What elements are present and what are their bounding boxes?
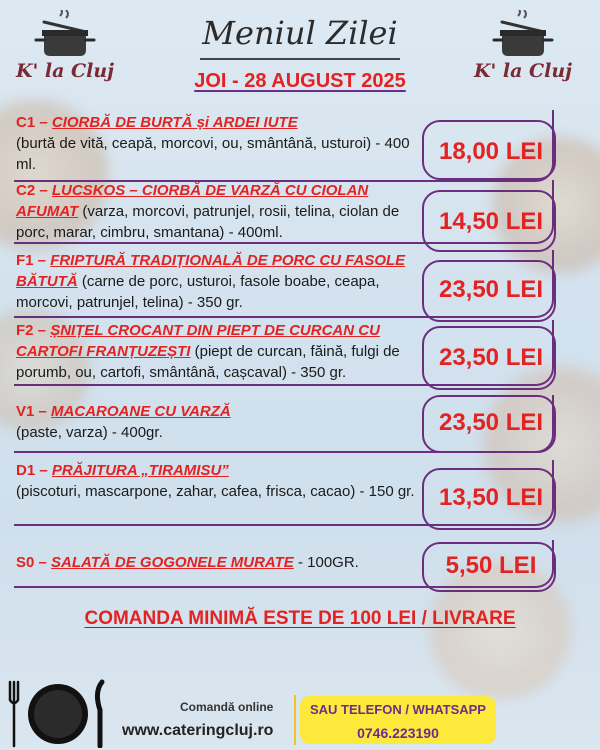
item-details: (carne de porc, usturoi, fasole boabe, ceapa, morcovi, patrunjel, telina) - 350 gr. [16, 273, 380, 311]
plate-cutlery-icon [6, 676, 110, 748]
item-code: C1 – [16, 114, 48, 131]
item-price: 13,50 LEI [438, 484, 544, 511]
item-price: 23,50 LEI [438, 409, 544, 436]
website-link[interactable]: www.cateringcluj.ro [122, 722, 274, 739]
item-description [16, 112, 418, 175]
item-description [16, 552, 418, 573]
item-details: - 100GR. [293, 554, 359, 571]
brand-name: K' la Cluj [15, 60, 115, 82]
item-code: V1 – [16, 403, 47, 420]
item-code: F1 – [16, 252, 47, 269]
item-name: LUCSKOS – CIORBĂ DE VARZĂ CU CIOLAN AFUMAT [16, 182, 369, 220]
item-name: FRIPTURĂ TRADIȚIONALĂ DE PORC CU FASOLE BĂTUTĂ [16, 252, 406, 290]
item-description [16, 180, 418, 243]
item-description [16, 460, 418, 502]
page-title: Meniul Zilei [202, 14, 398, 52]
item-code: C2 – [16, 182, 48, 199]
item-details: (piscoturi, mascarpone, zahar, cafea, frisca, cacao) - 150 gr. [16, 483, 415, 500]
item-details: (burtă de vită, ceapă, morcovi, ou, smântână, usturoi) - 400 ml. [16, 135, 410, 173]
item-name: MACAROANE CU VARZĂ [51, 403, 231, 420]
divider [294, 695, 296, 745]
item-name: CIORBĂ DE BURTĂ și ARDEI IUTE [51, 114, 298, 131]
item-name: PRĂJITURA „TIRAMISU” [51, 462, 229, 479]
title-underline [200, 58, 400, 60]
logo-left [10, 10, 120, 82]
item-name: SALATĂ DE GOGONELE MURATE [51, 554, 294, 571]
menu-date: JOI - 28 AUGUST 2025 [194, 70, 406, 92]
item-description [16, 250, 418, 313]
item-code: F2 – [16, 322, 47, 339]
contact-label: SAU TELEFON / WHATSAPP [310, 702, 486, 717]
item-price: 5,50 LEI [445, 552, 537, 579]
item-code: S0 – [16, 554, 47, 571]
logo-right [468, 10, 578, 82]
item-description [16, 401, 418, 443]
item-details: (varza, morcovi, patrunjel, rosii, telina, ciolan de porc, marar, cimbru, smantana) - 400ml. [16, 203, 400, 241]
item-price: 23,50 LEI [438, 344, 544, 371]
item-code: D1 – [16, 462, 48, 479]
minimum-order-notice: COMANDA MINIMĂ ESTE DE 100 LEI / LIVRARE [84, 608, 516, 629]
item-details: (piept de curcan, făină, fulgi de porumb, ou, cartofi, smântână, cașcaval) - 350 gr. [16, 343, 400, 381]
order-online-label: Comandă online [180, 700, 274, 714]
item-details: (paste, varza) - 400gr. [16, 424, 163, 441]
item-name: ȘNIȚEL CROCANT DIN PIEPT DE CURCAN CU CARTOFI FRANȚUZEȘTI [16, 322, 380, 360]
brand-name: K' la Cluj [473, 60, 573, 82]
cooking-pot-icon [488, 10, 558, 60]
item-price: 18,00 LEI [438, 138, 544, 165]
item-description [16, 320, 418, 383]
phone-number[interactable]: 0746.223190 [357, 725, 439, 741]
cooking-pot-icon [30, 10, 100, 60]
contact-box [300, 696, 496, 744]
item-price: 14,50 LEI [438, 208, 544, 235]
item-price: 23,50 LEI [438, 276, 544, 303]
